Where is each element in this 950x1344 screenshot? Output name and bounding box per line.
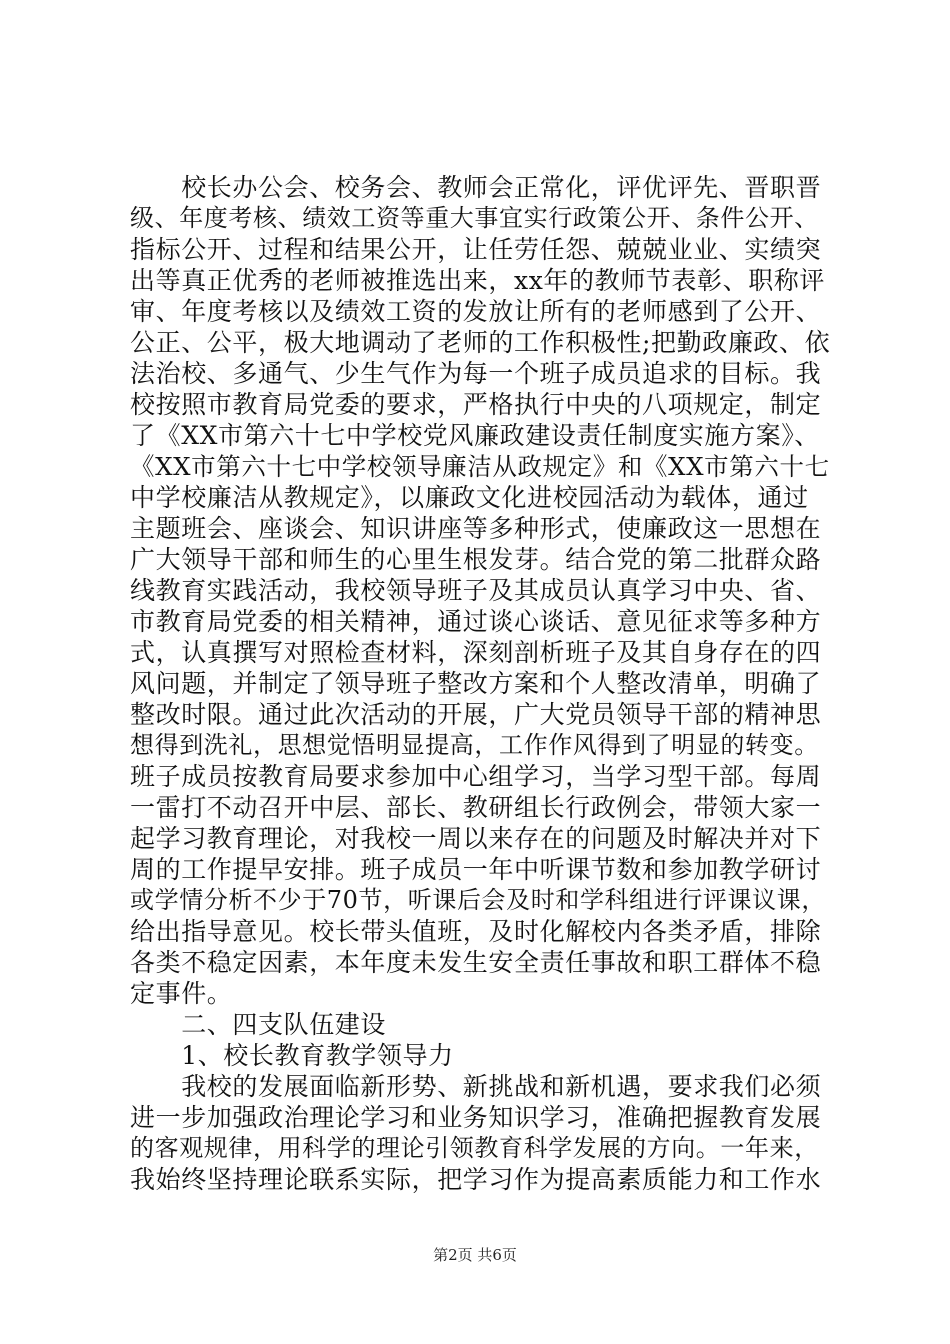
text-line: 市教育局党委的相关精神，通过谈心谈话、意见征求等多种方 [130, 607, 822, 636]
text-line: 出等真正优秀的老师被推选出来，xx年的教师节表彰、职称评 [130, 266, 826, 295]
text-line: 定事件。 [130, 979, 233, 1008]
text-line: 广大领导干部和师生的心里生根发芽。结合党的第二批群众路 [130, 545, 822, 574]
text-line: 或学情分析不少于70节，听课后会及时和学科组进行评课议课， [130, 886, 826, 914]
page-footer [0, 1244, 950, 1265]
text-line: 法治校、多通气、少生气作为每一个班子成员追求的目标。我 [130, 359, 822, 388]
text-line: 整改时限。通过此次活动的开展，广大党员领导干部的精神思 [130, 700, 822, 729]
text-line: 校按照市教育局党委的要求，严格执行中央的八项规定，制定 [130, 390, 822, 419]
text-line: 了《XX市第六十七中学校党风廉政建设责任制度实施方案》、 [130, 421, 820, 450]
text-line: 周的工作提早安排。班子成员一年中听课节数和参加教学研讨 [130, 855, 822, 884]
text-line: 级、年度考核、绩效工资等重大事宜实行政策公开、条件公开、 [130, 204, 819, 232]
text-line: 想得到洗礼，思想觉悟明显提高，工作作风得到了明显的转变。 [130, 731, 819, 759]
text-line: 我校的发展面临新形势、新挑战和新机遇，要求我们必须 [130, 1072, 822, 1101]
text-line: 班子成员按教育局要求参加中心组学习，当学习型干部。每周 [130, 762, 822, 791]
text-line: 式，认真撰写对照检查材料，深刻剖析班子及其自身存在的四 [130, 638, 822, 667]
text-line: 主题班会、座谈会、知识讲座等多种形式，使廉政这一思想在 [130, 514, 822, 543]
text-line: 审、年度考核以及绩效工资的发放让所有的老师感到了公开、 [130, 297, 822, 326]
text-line: 起学习教育理论，对我校一周以来存在的问题及时解决并对下 [130, 824, 822, 853]
text-line: 的客观规律，用科学的理论引领教育科学发展的方向。一年来， [130, 1134, 819, 1162]
text-line: 指标公开、过程和结果公开，让任劳任怨、兢兢业业、实绩突 [130, 235, 822, 264]
text-line: 各类不稳定因素，本年度未发生安全责任事故和职工群体不稳 [130, 948, 822, 977]
text-line: 《XX市第六十七中学校领导廉洁从政规定》和《XX市第六十七 [130, 452, 830, 481]
body-text [130, 172, 830, 1195]
text-line: 一雷打不动召开中层、部长、教研组长行政例会，带领大家一 [130, 793, 822, 822]
text-line: 公正、公平，极大地调动了老师的工作积极性;把勤政廉政、依 [130, 328, 831, 357]
text-line: 中学校廉洁从教规定》，以廉政文化进校园活动为载体，通过 [130, 483, 809, 512]
text-line: 线教育实践活动，我校领导班子及其成员认真学习中央、省、 [130, 576, 822, 605]
section-heading: 二、四支队伍建设 [130, 1010, 387, 1039]
text-line: 风问题，并制定了领导班子整改方案和个人整改清单，明确了 [130, 669, 822, 698]
text-line: 给出指导意见。校长带头值班，及时化解校内各类矛盾，排除 [130, 917, 822, 946]
text-line: 我始终坚持理论联系实际，把学习作为提高素质能力和工作水 [130, 1165, 822, 1194]
text-line: 进一步加强政治理论学习和业务知识学习，准确把握教育发展 [130, 1103, 822, 1132]
page-number-label: 第2页 共6页 [433, 1246, 517, 1264]
text-line: 校长办公会、校务会、教师会正常化，评优评先、晋职晋 [130, 173, 822, 202]
subsection-heading: 1、校长教育教学领导力 [130, 1041, 454, 1070]
